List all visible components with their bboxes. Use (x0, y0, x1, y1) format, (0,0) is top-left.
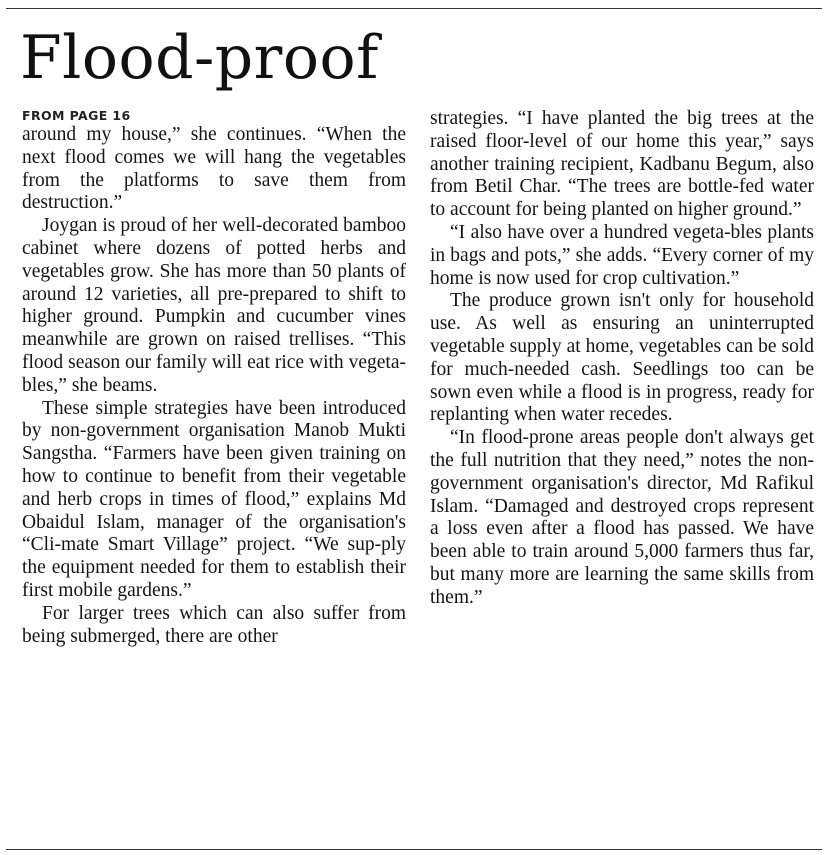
continuation-kicker: FROM PAGE 16 (22, 108, 131, 123)
bottom-rule (6, 849, 822, 850)
article-column-right (430, 108, 814, 610)
paragraph: For larger trees which can also suffer from being submerged, there are other (22, 602, 406, 647)
paragraph: These simple strategies have been introduced by non-government organisation Manob Mukti Sangstha. “Farmers have been given training on how to continue to benefit from their vegetable and herb crops in times of flood,” explains Md Obaidul Islam, manager of the organisation's “Cli-mate Smart Village” project. “We sup-ply the equipment needed for them to establish their first mobile gardens.” (22, 397, 406, 601)
paragraph: Joygan is proud of her well-decorated bamboo cabinet where dozens of potted herbs and vegetables grow. She has more than 50 plants of around 12 varieties, all pre-prepared to shift to higher ground. Pumpkin and cucumber vines meanwhile are grown on raised trellises. “This flood season our family will eat rice with vegeta-bles,” she beams. (22, 215, 406, 396)
headline: Flood-proof (20, 23, 379, 93)
article-column-left (22, 108, 406, 648)
paragraph: “In flood-prone areas people don't always get the full nutrition that they need,” notes the non-government organisation's director, Md Rafikul Islam. “Damaged and destroyed crops represent a loss even after a flood has passed. We have been able to train around 5,000 farmers thus far, but many more are learning the same skills from them.” (430, 427, 814, 608)
paragraph: “I also have over a hundred vegeta-bles plants in bags and pots,” she adds. “Every corner of my home is now used for crop cultivation.” (430, 221, 814, 289)
paragraph: around my house,” she continues. “When the next flood comes we will hang the vegetables from the platforms to save them from destruction.” (22, 124, 406, 214)
paragraph: strategies. “I have planted the big trees at the raised floor-level of our home this year,” says another training recipient, Kadbanu Begum, also from Betil Char. “The trees are bottle-fed water to account for being planted on higher ground.” (430, 108, 814, 221)
paragraph: The produce grown isn't only for household use. As well as ensuring an uninterrupted vegetable supply at home, vegetables can be sold for much-needed cash. Seedlings too can be sown even while a flood is in progress, ready for replanting when water recedes. (430, 290, 814, 426)
top-rule (6, 8, 822, 9)
